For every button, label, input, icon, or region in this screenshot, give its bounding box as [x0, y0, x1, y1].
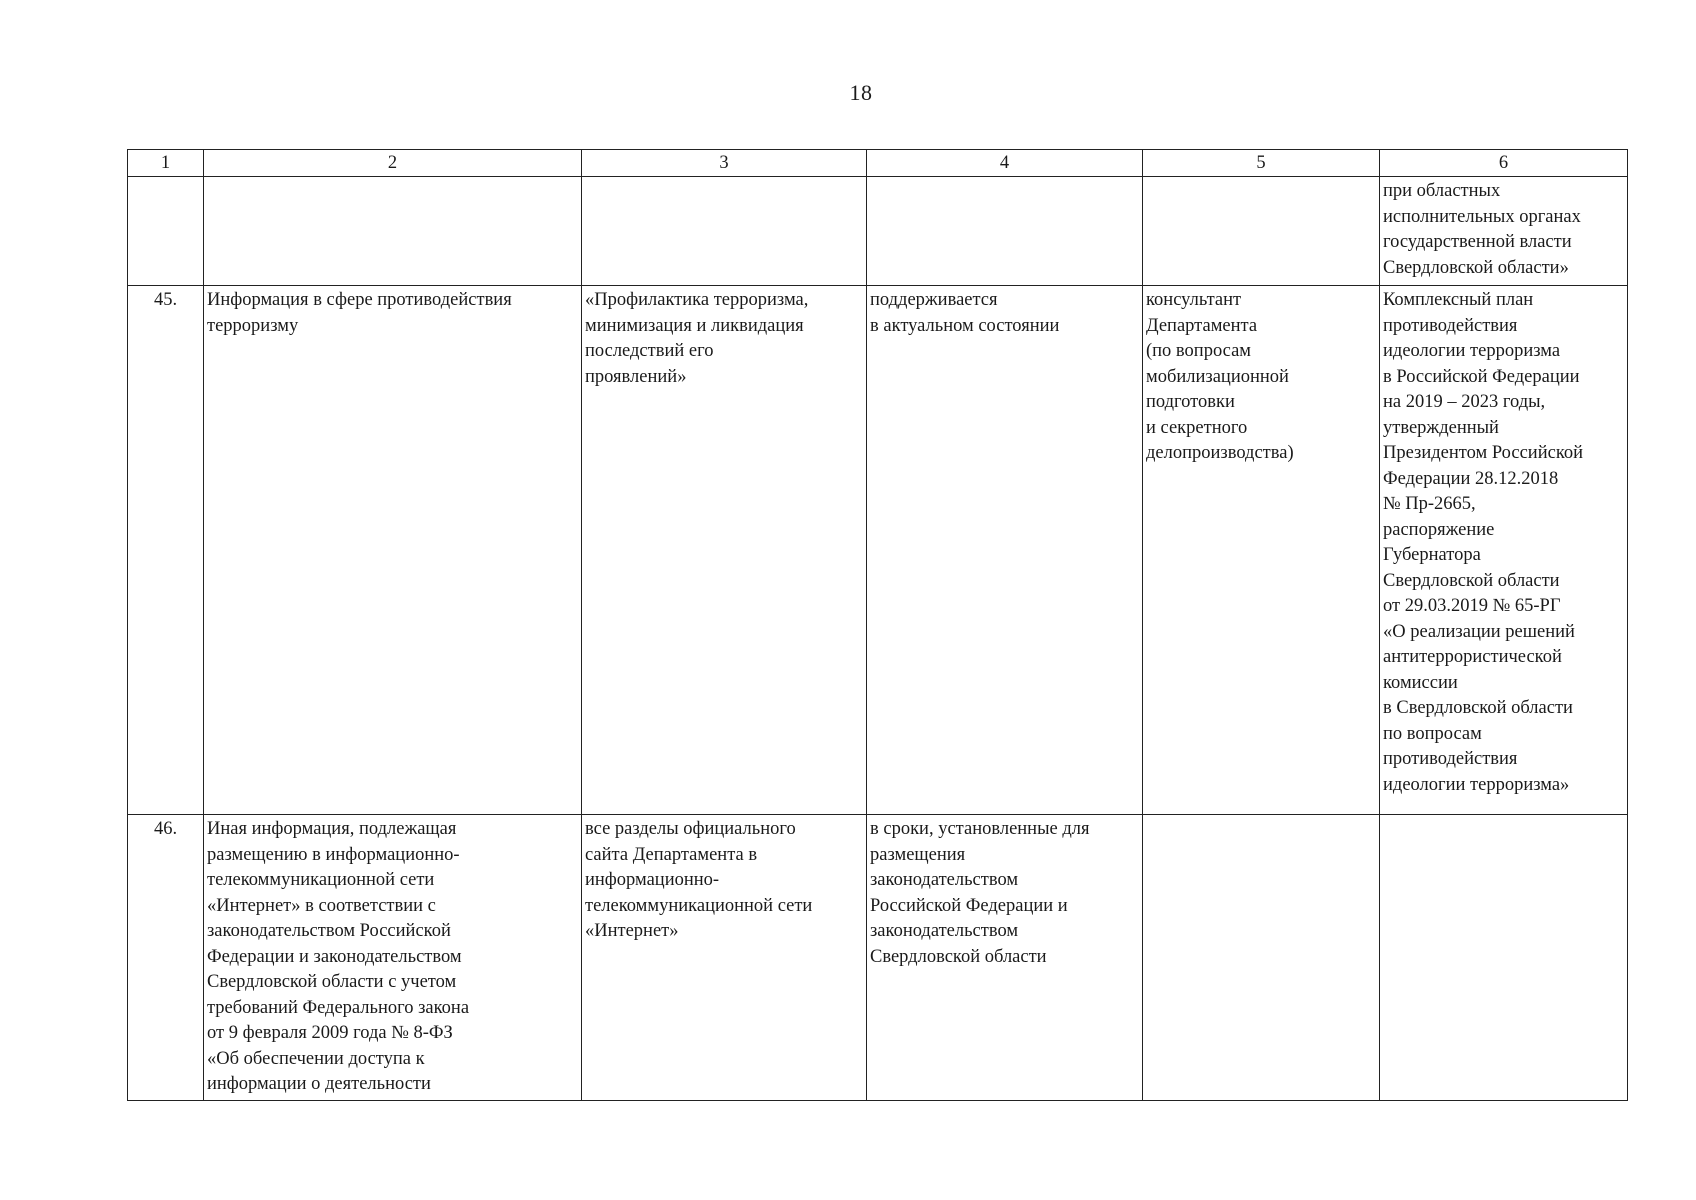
data-table — [127, 149, 1628, 1101]
column-header-2: 2 — [204, 150, 582, 177]
update-schedule-cell: в сроки, установленные для размещения законодательством Российской Федерации и законодательством Свердловской области — [867, 815, 1143, 1101]
update-schedule-cell — [867, 177, 1143, 286]
legal-basis-cell: Комплексный план противодействия идеологии терроризма в Российской Федерации на 2019 – 2023 годы, утвержденный Президентом Российской Федерации 28.12.2018 № Пр-2665, распоряжение Губернатора Свердловской области от 29.03.2019 № 65-РГ «О реализации решений антитеррористической комиссии в Свердловской области по вопросам противодействия идеологии терроризма» — [1380, 286, 1628, 815]
site-section-cell: все разделы официального сайта Департамента в информационно- телекоммуникационной сети «Интернет» — [582, 815, 867, 1101]
column-header-4: 4 — [867, 150, 1143, 177]
responsible-cell — [1143, 177, 1380, 286]
column-header-1: 1 — [128, 150, 204, 177]
info-name-cell: Информация в сфере противодействия терроризму — [204, 286, 582, 815]
column-header-5: 5 — [1143, 150, 1380, 177]
table-header-row — [128, 150, 1628, 177]
legal-basis-cell — [1380, 815, 1628, 1101]
responsible-cell — [1143, 815, 1380, 1101]
column-header-3: 3 — [582, 150, 867, 177]
table-row-46 — [128, 815, 1628, 1101]
site-section-cell — [582, 177, 867, 286]
info-name-cell: Иная информация, подлежащая размещению в информационно- телекоммуникационной сети «Интернет» в соответствии с законодательством Российской Федерации и законодательством Свердловской области с учетом требований Федерального закона от 9 февраля 2009 года № 8-ФЗ «Об обеспечении доступа к информации о деятельности — [204, 815, 582, 1101]
table-row-continuation — [128, 177, 1628, 286]
info-name-cell — [204, 177, 582, 286]
site-section-cell: «Профилактика терроризма, минимизация и ликвидация последствий его проявлений» — [582, 286, 867, 815]
table-row-45 — [128, 286, 1628, 815]
row-number-cell — [128, 177, 204, 286]
row-number-cell: 46. — [128, 815, 204, 1101]
page-number: 18 — [849, 80, 873, 105]
column-header-6: 6 — [1380, 150, 1628, 177]
responsible-cell: консультант Департамента (по вопросам мобилизационной подготовки и секретного делопроизводства) — [1143, 286, 1380, 815]
update-schedule-cell: поддерживается в актуальном состоянии — [867, 286, 1143, 815]
legal-basis-cell: при областных исполнительных органах государственной власти Свердловской области» — [1380, 177, 1628, 286]
row-number-cell: 45. — [128, 286, 204, 815]
